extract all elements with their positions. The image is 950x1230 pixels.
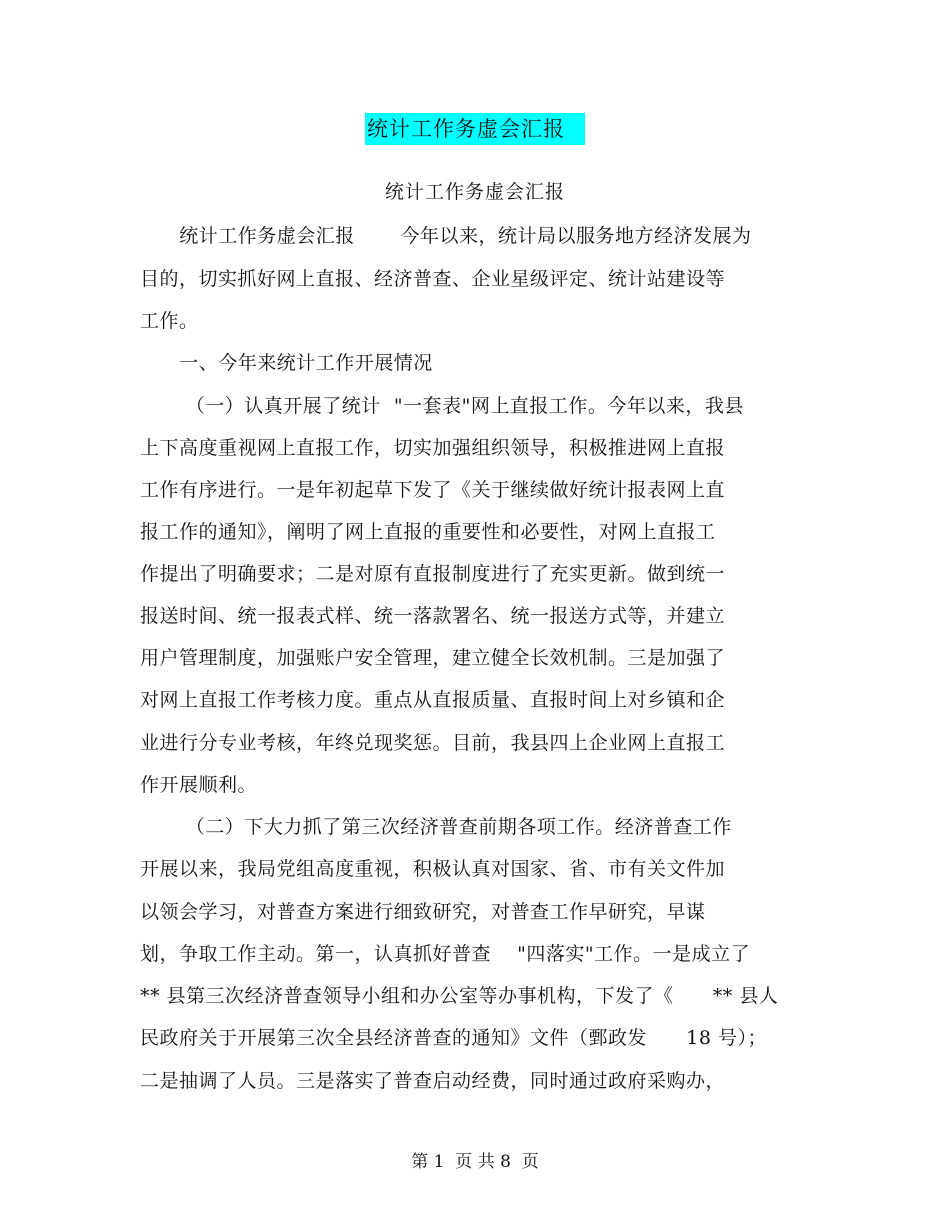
document-subtitle: 统计工作务虚会汇报 xyxy=(384,181,565,203)
body-line: ** 县第三次经济普查领导小组和办公室等办事机构，下发了《 ** 县人 xyxy=(140,985,779,1007)
body-line: 目的，切实抓好网上直报、经济普查、企业星级评定、统计站建设等 xyxy=(140,268,726,290)
title-container xyxy=(0,113,950,145)
body-line: 划，争取工作主动。第一，认真抓好普查 "四落实"工作。一是成立了 xyxy=(140,943,751,965)
body-line: 报送时间、统一报表式样、统一落款署名、统一报送方式等，并建立 xyxy=(140,605,726,627)
body-line: 二是抽调了人员。三是落实了普查启动经费，同时通过政府采购办， xyxy=(140,1070,726,1092)
body-line: 作开展顺利。 xyxy=(140,774,258,796)
body-line: 作提出了明确要求；二是对原有直报制度进行了充实更新。做到统一 xyxy=(140,563,726,585)
body-line: 民政府关于开展第三次全县经济普查的通知》文件（鄄政发 18 号）； xyxy=(140,1027,767,1049)
body-line: 工作。 xyxy=(140,310,199,332)
body-line: （一）认真开展了统计 "一套表"网上直报工作。今年以来，我县 xyxy=(140,395,744,417)
document-title: 统计工作务虚会汇报 xyxy=(365,113,585,145)
body-line: 用户管理制度，加强账户安全管理，建立健全长效机制。三是加强了 xyxy=(140,647,726,669)
body-line: 工作有序进行。一是年初起草下发了《关于继续做好统计报表网上直 xyxy=(140,479,726,501)
body-line: 一、今年来统计工作开展情况 xyxy=(140,352,433,374)
body-line: （二）下大力抓了第三次经济普查前期各项工作。经济普查工作 xyxy=(140,816,732,838)
body-line: 业进行分专业考核，年终兑现奖惩。目前，我县四上企业网上直报工 xyxy=(140,732,726,754)
body-line: 报工作的通知》，阐明了网上直报的重要性和必要性，对网上直报工 xyxy=(140,521,716,543)
body-line: 上下高度重视网上直报工作，切实加强组织领导，积极推进网上直报 xyxy=(140,437,726,459)
page-number: 第 1 页 共 8 页 xyxy=(411,1152,539,1172)
body-line: 开展以来，我局党组高度重视，积极认真对国家、省、市有关文件加 xyxy=(140,858,726,880)
body-line: 对网上直报工作考核力度。重点从直报质量、直报时间上对乡镇和企 xyxy=(140,689,726,711)
body-line: 统计工作务虚会汇报 今年以来，统计局以服务地方经济发展为 xyxy=(140,225,752,247)
body-line: 以领会学习，对普查方案进行细致研究，对普查工作早研究，早谋 xyxy=(140,901,706,923)
